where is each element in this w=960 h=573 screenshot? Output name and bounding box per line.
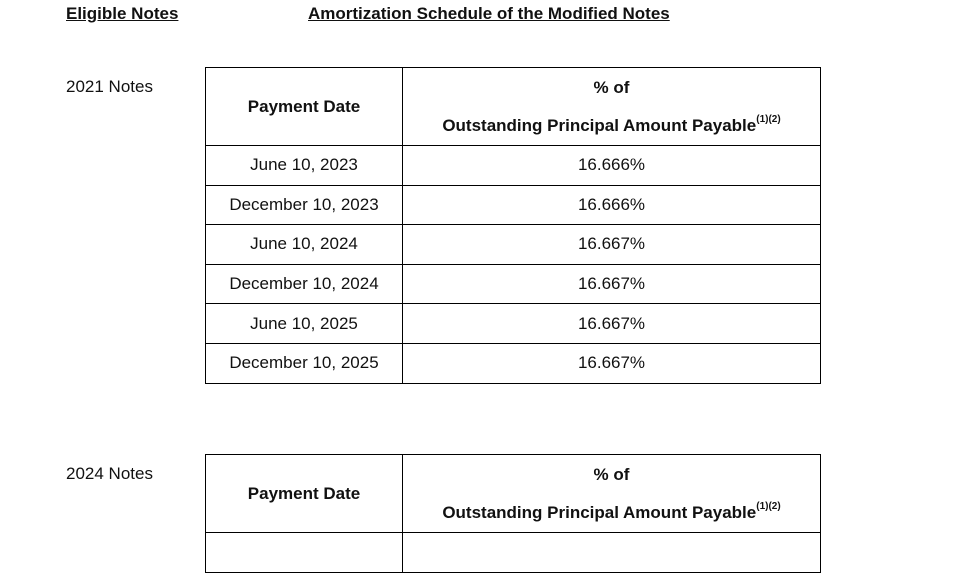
percent-cell: 16.667% [403,343,821,383]
table-row [206,146,821,186]
section-label-2021-notes: 2021 Notes [66,77,153,96]
payment-date-cell: June 10, 2025 [206,304,403,344]
percent-header-line1: % of [593,77,630,97]
percent-header-line1: % of [593,464,630,484]
amortization-table-2024 [205,454,821,573]
amortization-table-2021 [205,67,821,384]
payment-date-cell: December 10, 2025 [206,343,403,383]
percent-header [403,68,821,146]
table-row [206,304,821,344]
percent-header-line2 [403,494,820,532]
percent-cell: 16.667% [403,264,821,304]
percent-cell: 16.666% [403,185,821,225]
table-header-row [206,68,821,146]
payment-date-cell [206,533,403,573]
payment-date-cell: December 10, 2024 [206,264,403,304]
footnote-ref: (1)(2) [756,500,781,512]
percent-header-text: Outstanding Principal Amount Payable [442,115,757,135]
percent-cell [403,533,821,573]
amortization-schedule-heading: Amortization Schedule of the Modified Notes [308,4,670,23]
payment-date-cell: June 10, 2023 [206,146,403,186]
payment-date-header: Payment Date [206,455,403,533]
percent-header-text: Outstanding Principal Amount Payable [442,502,757,522]
table-row [206,185,821,225]
payment-date-cell: June 10, 2024 [206,225,403,265]
percent-header-line2 [403,107,820,145]
eligible-notes-heading: Eligible Notes [66,4,179,23]
table-row [206,343,821,383]
table-row [206,225,821,265]
payment-date-cell: December 10, 2023 [206,185,403,225]
table-row-partial [206,533,821,573]
footnote-ref: (1)(2) [756,113,781,125]
percent-cell: 16.666% [403,146,821,186]
table-row [206,264,821,304]
percent-cell: 16.667% [403,304,821,344]
section-label-2024-notes: 2024 Notes [66,464,153,483]
payment-date-header: Payment Date [206,68,403,146]
percent-header [403,455,821,533]
table-header-row [206,455,821,533]
percent-cell: 16.667% [403,225,821,265]
